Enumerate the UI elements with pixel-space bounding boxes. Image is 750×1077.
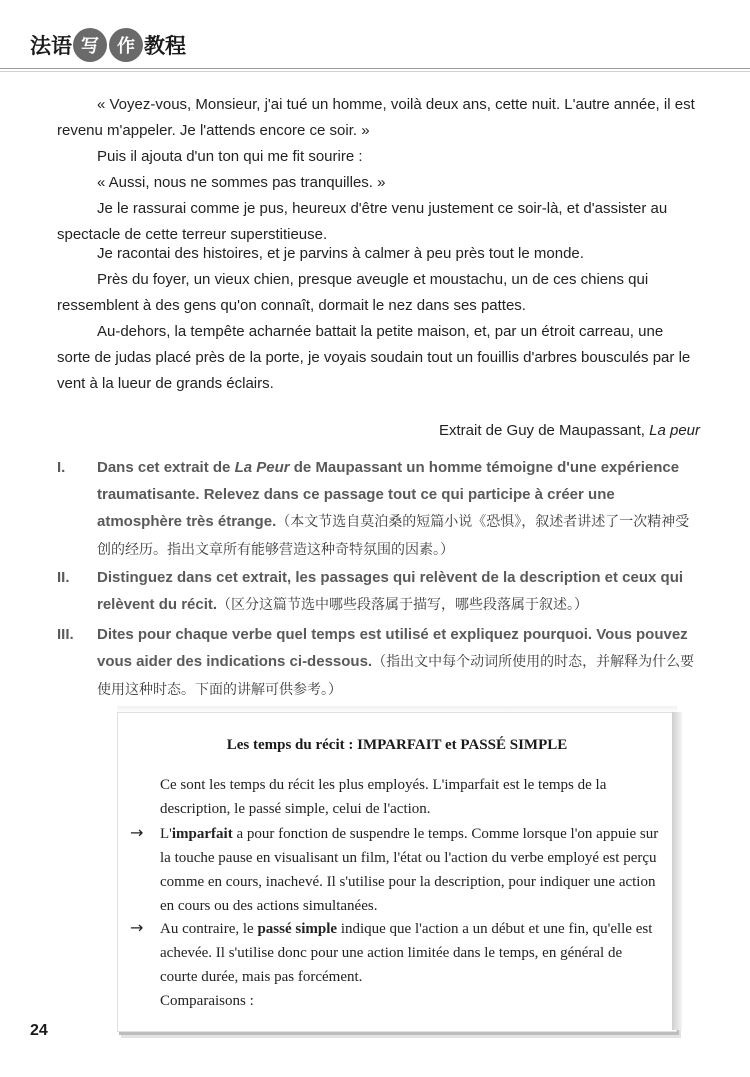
info-box-comparaisons: Comparaisons : [160, 993, 254, 1009]
question-3-chinese: （指出文中每个动词所使用的时态，并解释为什么要使用这种时态。下面的讲解可供参考。） [97, 654, 695, 698]
source-citation [439, 422, 700, 439]
info-box-passe-simple [160, 917, 660, 989]
info-box-imparfait [160, 822, 660, 918]
source-citation-title: La peur [649, 422, 700, 439]
passe-simple-pre: Au contraire, le [160, 921, 258, 937]
question-1-text-b: de Maupassant un homme témoigne d'une expérience traumatisante. Relevez dans ce passage tout ce qui participe à créer une atmosphère très étrange. [97, 459, 680, 530]
header-rule [0, 68, 750, 69]
question-3-text: Dites pour chaque verbe quel temps est utilisé et expliquez pourquoi. Vous pouvez vous aider des indications ci-dessous. [97, 626, 688, 670]
box-torn-right-edge [672, 712, 682, 1030]
question-2 [57, 564, 703, 619]
passe-simple-term: passé simple [257, 921, 338, 937]
imparfait-pre: L' [160, 826, 172, 842]
header-title-part1: 法语 [30, 33, 72, 58]
question-1-chinese: （本文节选自莫泊桑的短篇小说《恐惧》，叙述者讲述了一次精神受创的经历。指出文章所有能够营造这种奇特氛围的因素。） [97, 514, 690, 558]
info-box-intro: Ce sont les temps du récit les plus employés. L'imparfait est le temps de la description, le passé simple, celui de l'action. [160, 777, 607, 817]
question-1-text-italic: La Peur [234, 459, 290, 476]
arrow-right-icon: → [130, 823, 144, 842]
paragraph-5: Je racontai des histoires, et je parvins à calmer à peu près tout le monde. [97, 245, 584, 262]
question-2-text: Distinguez dans cet extrait, les passages qui relèvent de la description et ceux qui relèvent du récit. [97, 569, 684, 613]
question-1-text-a: Dans cet extrait de [97, 459, 231, 476]
question-3-number: III. [57, 626, 74, 643]
question-2-chinese: （区分这篇节选中哪些段落属于描写，哪些段落属于叙述。） [217, 597, 589, 613]
source-citation-prefix: Extrait de Guy de Maupassant, [439, 422, 645, 439]
paragraph-4: Je le rassurai comme je pus, heureux d'être venu justement ce soir-là, et d'assister au spectacle de cette terreur superstitieuse. [57, 200, 668, 243]
book-header [30, 28, 186, 62]
imparfait-term: imparfait [171, 826, 233, 842]
paragraph-1: « Voyez-vous, Monsieur, j'ai tué un homme, voilà deux ans, cette nuit. L'autre année, il est revenu m'appeler. Je l'attends encore ce soir. » [57, 96, 695, 139]
header-circle-char-1: 写 [73, 28, 107, 62]
imparfait-rest: a pour fonction de suspendre le temps. Comme lorsque l'on appuie sur la touche pause en visualisant un film, l'état ou l'action du verbe employé est perçu comme en cours, inachevé. Il s'utilise pour la description, pour indiquer une action en cours ou des actions simultanées. [160, 826, 659, 914]
question-3 [57, 621, 703, 704]
paragraph-3: « Aussi, nous ne sommes pas tranquilles. » [97, 174, 386, 191]
paragraph-6: Près du foyer, un vieux chien, presque aveugle et moustachu, un de ces chiens qui ressemblent à des gens qu'on connaît, dormait le nez dans ses pattes. [57, 271, 649, 314]
paragraph-7: Au-dehors, la tempête acharnée battait la petite maison, et, par un étroit carreau, une sorte de judas placé près de la porte, je voyais soudain tout un fouillis d'arbres bousculés par le vent à la lueur de grands éclairs. [57, 323, 691, 392]
info-box-title: Les temps du récit : IMPARFAIT et PASSÉ SIMPLE [226, 737, 568, 753]
header-circle-char-2: 作 [109, 28, 143, 62]
question-2-number: II. [57, 569, 70, 586]
paragraph-2: Puis il ajouta d'un ton qui me fit sourire : [97, 148, 363, 165]
question-1-number: I. [57, 459, 66, 476]
arrow-right-icon: → [130, 918, 144, 937]
header-rule-secondary [0, 71, 750, 72]
passe-simple-rest: indique que l'action a un début et une fin, qu'elle est achevée. Il s'utilise donc pour une action limitée dans le temps, en général de courte durée, mais pas forcément. [160, 921, 653, 985]
question-1 [57, 454, 703, 564]
page-number: 24 [30, 1022, 48, 1039]
header-title-part2: 教程 [144, 33, 186, 58]
